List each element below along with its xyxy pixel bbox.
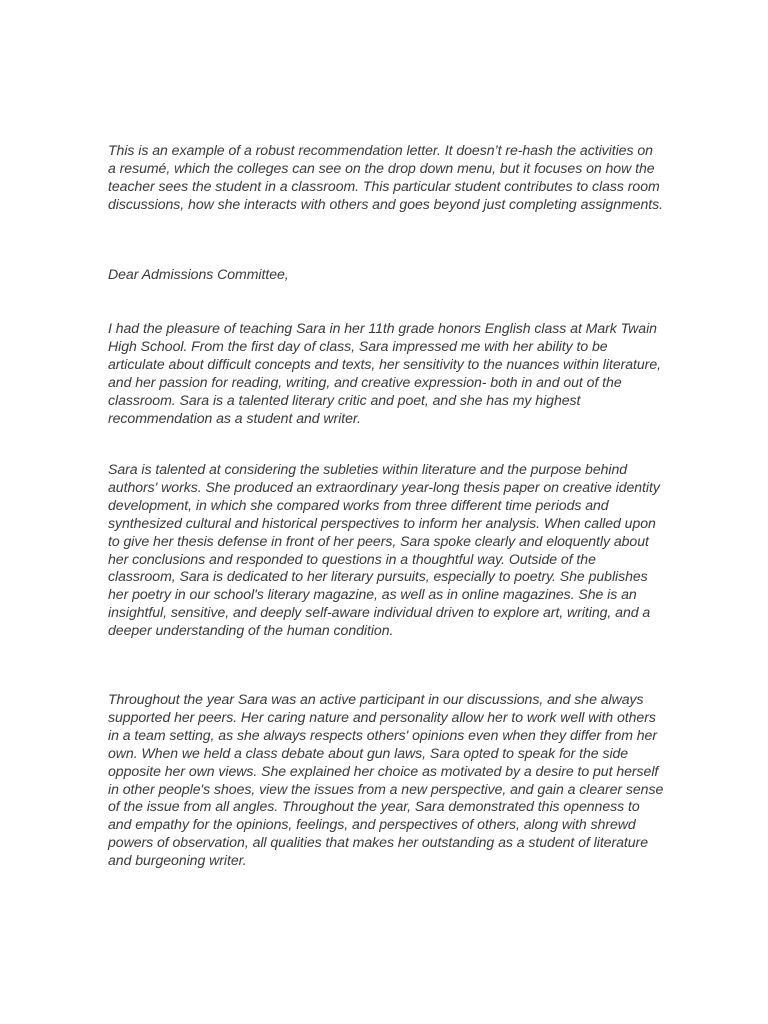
intro-note: This is an example of a robust recommendation letter. It doesn’t re-hash the activities on a resumé, which the colleges can see on the drop down menu, but it focuses on how the teacher sees the student in a classroom. This particular student contributes to class room discussions, how she interacts with others and goes beyond just completing assignments. xyxy=(108,142,664,212)
body-paragraph-2: Sara is talented at considering the subleties within literature and the purpose behind authors' works. She produced an extraordinary year-long thesis paper on creative identity development, in which she compared works from three different time periods and synthesized cultural and historical perspectives to inform her analysis. When called upon to give her thesis defense in front of her peers, Sara spoke clearly and eloquently about her conclusions and responded to questions in a thoughtful way. Outside of the classroom, Sara is dedicated to her literary pursuits, especially to poetry. She publishes her poetry in our school's literary magazine, as well as in online magazines. She is an insightful, sensitive, and deeply self-aware individual driven to explore art, writing, and a deeper understanding of the human condition. xyxy=(108,461,660,639)
salutation: Dear Admissions Committee, xyxy=(108,266,289,282)
body-paragraph-1: I had the pleasure of teaching Sara in her 11th grade honors English class at Mark Twain High School. From the first day of class, Sara impressed me with her ability to be articulate about difficult concepts and texts, her sensitivity to the nuances within literature, and her passion for reading, writing, and creative expression- both in and out of the classroom. Sara is a talented literary critic and poet, and she has my highest recommendation as a student and writer. xyxy=(108,320,661,426)
body-paragraph-3: Throughout the year Sara was an active participant in our discussions, and she always supported her peers. Her caring nature and personality allow her to work well with others in a team setting, as she always respects others' opinions even when they differ from her own. When we held a class debate about gun laws, Sara opted to speak for the side opposite her own views. She explained her choice as motivated by a desire to put herself in other people's shoes, view the issues from a new perspective, and gain a clearer sense of the issue from all angles. Throughout the year, Sara demonstrated this openness to and empathy for the opinions, feelings, and perspectives of others, along with shrewd powers of observation, all qualities that makes her outstanding as a student of literature and burgeoning writer. xyxy=(108,691,664,869)
